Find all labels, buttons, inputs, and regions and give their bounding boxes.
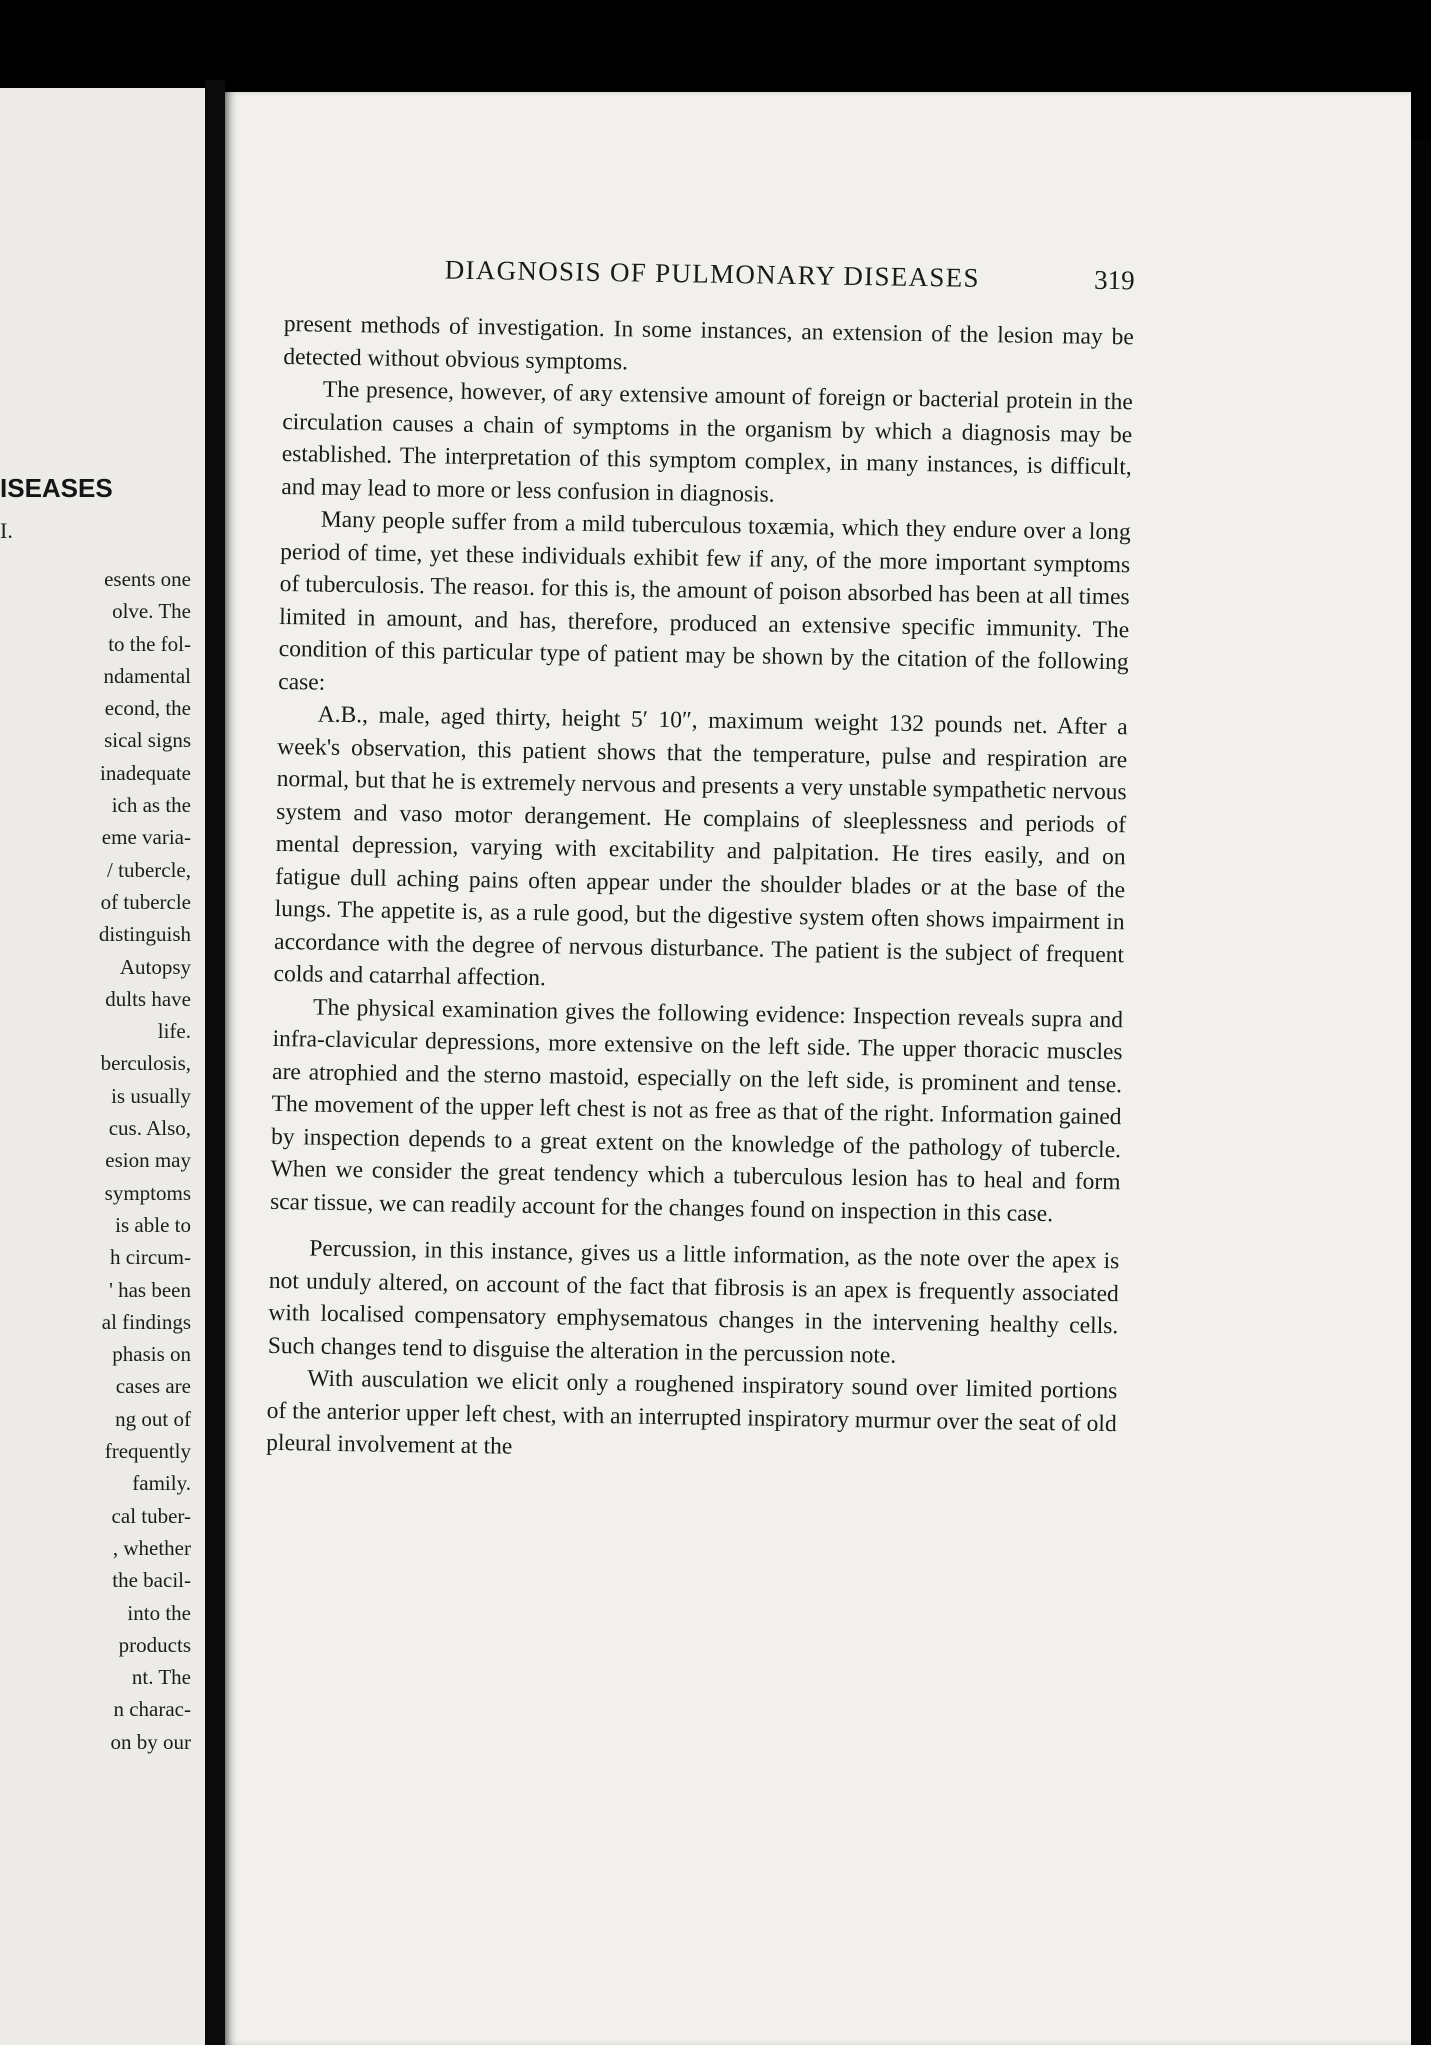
facing-page-line: dults have	[105, 986, 191, 1011]
facing-page-line: inadequate	[100, 760, 191, 785]
facing-page-line: is able to	[115, 1212, 191, 1237]
facing-page-line: of tubercle	[100, 889, 191, 914]
facing-page-line: family.	[132, 1471, 191, 1496]
page-number: 319	[1093, 264, 1135, 296]
facing-page-line: h circum-	[109, 1245, 191, 1270]
paragraph-6: Percussion, in this instance, gives us a little information, as the note over the apex is not unduly altered, on account of the fact that fibrosis is an apex is frequently associated with localised compensatory emphysematous changes in the intervening healthy cells. Such changes tend to disguise the alteration in the percussion note.	[267, 1235, 1120, 1369]
facing-page-line: phasis on	[112, 1342, 191, 1367]
facing-page-line: n charac-	[113, 1697, 191, 1722]
main-text-block	[266, 252, 1135, 1473]
book-gutter	[205, 80, 225, 2045]
facing-page-line: econd, the	[104, 696, 191, 721]
facing-page-heading: ISEASES	[0, 473, 113, 503]
facing-page-line: products	[118, 1632, 191, 1657]
paragraph-1: present methods of investigation. In some instances, an extension of the lesion may be detected without obvious symptoms.	[283, 310, 1134, 375]
facing-page-line: ' has been	[109, 1277, 191, 1302]
facing-page-line: Autopsy	[119, 954, 191, 979]
facing-page-line: on by our	[110, 1729, 191, 1754]
facing-page-line: esents one	[104, 567, 191, 591]
facing-page-line: esion may	[105, 1148, 191, 1173]
facing-page-line: into the	[127, 1600, 191, 1625]
facing-page-line: the bacil-	[112, 1568, 191, 1593]
facing-page-line: distinguish	[98, 922, 191, 947]
facing-page-line: eme varia-	[101, 825, 191, 850]
facing-page-line: symptoms	[104, 1180, 191, 1205]
facing-page-line: is usually	[111, 1083, 191, 1108]
facing-page-line: ng out of	[115, 1406, 191, 1431]
facing-page-line: to the fol-	[108, 631, 191, 656]
facing-page-line: cal tuber-	[111, 1503, 191, 1528]
page-edge-shadow	[1411, 140, 1431, 2045]
facing-page-subheading: I.	[0, 518, 13, 543]
facing-page-line: ndamental	[103, 663, 191, 688]
facing-page-line: nt. The	[131, 1665, 191, 1690]
facing-page-line: frequently	[104, 1439, 191, 1464]
facing-page-line: berculosis,	[100, 1051, 191, 1076]
facing-page-left	[0, 88, 205, 2045]
facing-page-line: life.	[157, 1019, 191, 1044]
paragraph-7: With ausculation we elicit only a roughened inspiratory sound over limited portions of the anterior upper left chest, with an interrupted inspiratory murmur over the seat of old pleural involvement at the	[266, 1365, 1118, 1460]
facing-page-line: sical signs	[104, 728, 191, 753]
facing-page-line: ich as the	[111, 793, 191, 818]
facing-page-line: , whether	[112, 1535, 191, 1560]
facing-page-line: al findings	[101, 1309, 191, 1334]
facing-page-line: cus. Also,	[108, 1116, 191, 1141]
body-text	[266, 308, 1134, 1473]
running-title: DIAGNOSIS OF PULMONARY DISEASES	[444, 254, 981, 293]
facing-page-line: cases are	[115, 1374, 191, 1399]
facing-page-line: / tubercle,	[107, 857, 191, 882]
paragraph-4: A.B., male, aged thirty, height 5′ 10″, maximum weight 132 pounds net. After a week's observation, this patient shows that the temperature, pulse and respiration are normal, but that he is extremely nervous and presents a very unstable sympathetic nervous system and vaso motoг derangement. He complains of sleeplessness and periods of mental depression, varying with excitability and palpitation. He tires easily, and on fatigue dull aching pains often appear under the shoulder blades or at the base of the lungs. The appetite is, as a rule good, but the digestive system often shows impairment in accordance with the degree of nervous disturbance. The patient is the subject of frequent colds and catarrhal affection.	[273, 701, 1128, 992]
facing-page-text	[99, 563, 191, 1758]
paragraph-5: The physical examination gives the following evidence: Inspection reveals supra and infra-clavicular depressions, more extensive on the left side. The upper thoracic muscles are atrophied and the sterno mastoid, especially on the left side, is prominent and tense. The movement of the upper left chest is not as free as that of the right. Information gained by inspection depends to a great extent on the knowledge of the pathology of tubercle. When we consider the great tendency which a tuberculous lesion has to heal and form scar tissue, we can readily account for the changes found on inspection in this case.	[269, 994, 1124, 1227]
facing-page-line: olve. The	[112, 599, 191, 624]
paragraph-3: Many people suffer from a mild tuberculous toxæmia, which they endure over a long period of time, yet these individuals exhibit few if any, of the more important symptoms of tuberculosis. The reasoı. for this is, the amount of poison absorbed has been at all times limited in amount, and has, therefore, produced an extensive specific immunity. The condition of this particular type of patient may be shown by the citation of the following case:	[278, 506, 1131, 696]
paragraph-2: The presence, however, of aʀy extensive amount of foreign or bacterial protein in the circulation causes a chain of symptoms in the organism by which a diagnosis may be established. The interpretation of this symptom complex, in many instances, is difficult, and may lead to more or less confusion in diagnosis.	[281, 376, 1133, 508]
